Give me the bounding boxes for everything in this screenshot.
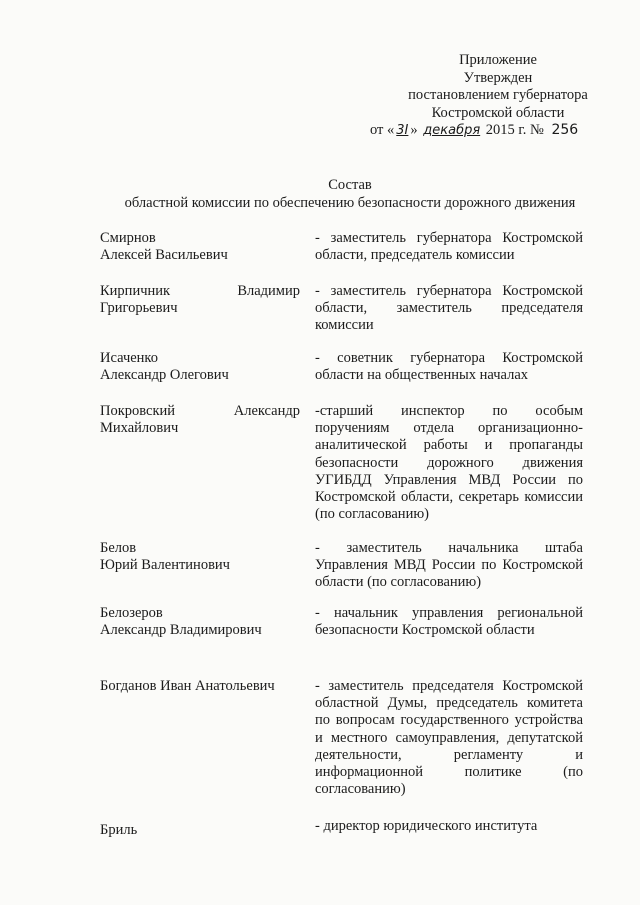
approval-line-region: Костромской области (431, 104, 565, 121)
member-surname: Бриль (100, 822, 138, 838)
resolution-number: 256 (551, 122, 579, 138)
member-role: -старший инспектор по особым поручениям отдела организационно-аналитической работы и пропаганды безопасности дорожного движения УГИБДД Управления МВД России по Костромской области, секретарь комиссии (по согласованию) (315, 403, 583, 523)
member-surname: Кирпичник Владимир (100, 283, 300, 299)
member-given-names: Михайлович (100, 420, 179, 437)
approval-line-appendix: Приложение (459, 52, 537, 68)
date-mid: » (410, 122, 418, 138)
member-name (100, 403, 300, 437)
member-name (100, 230, 300, 264)
member-role: - заместитель губернатора Костромской области, заместитель председателя комиссии (315, 283, 583, 334)
member-surname: Богданов Иван Анатольевич (100, 678, 275, 694)
member-name (100, 822, 300, 839)
member-given-names: Григорьевич (100, 300, 178, 317)
member-given-names: Юрий Валентинович (100, 557, 230, 574)
date-prefix: от « (370, 122, 395, 138)
approval-line-resolution: постановлением губернатора (408, 87, 588, 103)
member-role: - советник губернатора Костромской области на общественных началах (315, 350, 583, 384)
member-name (100, 605, 300, 639)
member-surname: Покровский Александр (100, 403, 300, 419)
member-surname: Исаченко (100, 350, 158, 366)
member-role: - заместитель начальника штаба Управления МВД России по Костромской области (по согласованию) (315, 540, 583, 591)
approval-stamp (370, 52, 618, 140)
date-day: 3I (396, 123, 409, 138)
member-given-names: Алексей Васильевич (100, 247, 228, 264)
approval-date-line (370, 122, 618, 140)
title-line-composition: Состав (328, 177, 372, 193)
member-name (100, 540, 300, 574)
member-name (100, 678, 300, 695)
member-role: - заместитель губернатора Костромской области, председатель комиссии (315, 230, 583, 264)
member-given-names: Александр Олегович (100, 367, 229, 384)
date-month: декабря (423, 123, 481, 138)
member-surname: Смирнов (100, 230, 156, 246)
member-given-names: Александр Владимирович (100, 622, 262, 639)
approval-line-approved: Утвержден (463, 69, 533, 86)
member-surname: Белов (100, 540, 137, 556)
member-role: - начальник управления региональной безопасности Костромской области (315, 605, 583, 639)
member-name (100, 283, 300, 317)
date-suffix: 2015 г. № (485, 122, 544, 138)
member-surname: Белозеров (100, 605, 163, 621)
member-name (100, 350, 300, 384)
member-role: - директор юридического института (315, 818, 538, 834)
title-line-commission: областной комиссии по обеспечению безопасности дорожного движения (124, 195, 576, 211)
member-role: - заместитель председателя Костромской областной Думы, председатель комитета по вопросам государственного устройства и местного самоуправления, депутатской деятельности, регламенту и информационной политике (по согласованию) (315, 678, 583, 798)
document-title (90, 176, 610, 212)
